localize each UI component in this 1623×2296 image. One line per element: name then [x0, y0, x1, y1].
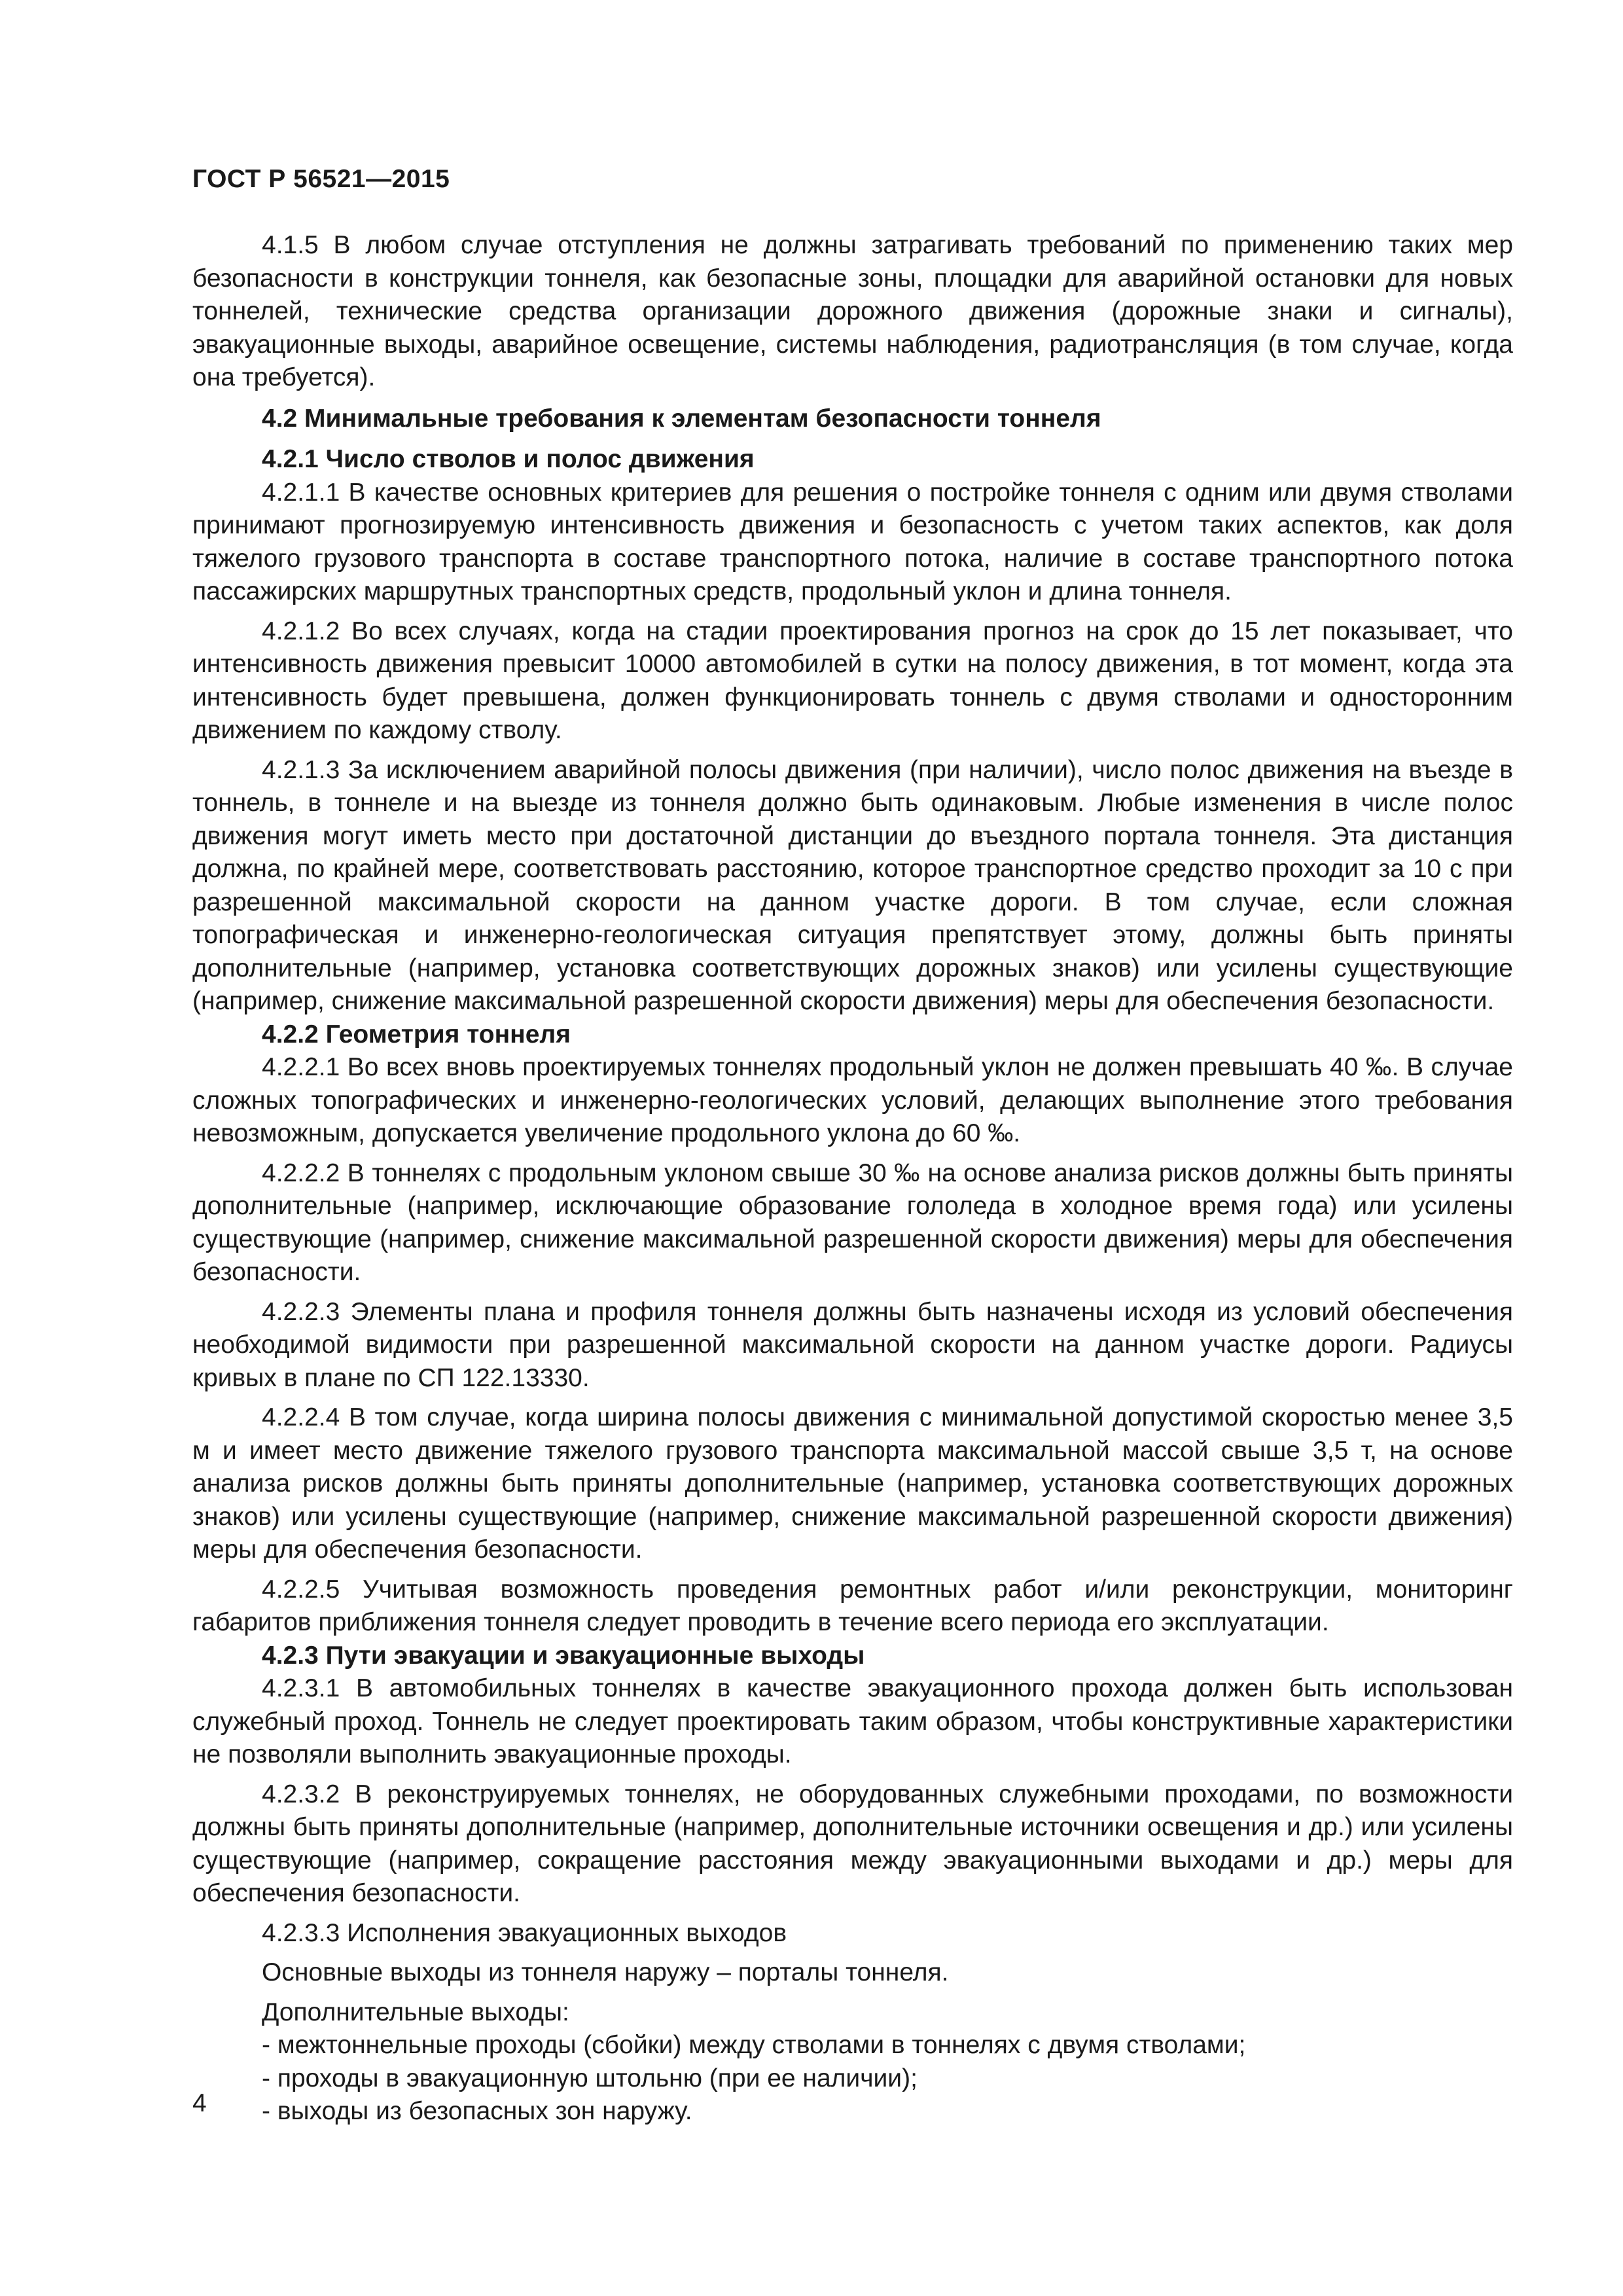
paragraph-4-2-3-3: 4.2.3.3 Исполнения эвакуационных выходов	[262, 1918, 787, 1947]
subsection-heading-4-2-2: 4.2.2 Геометрия тоннеля	[262, 1020, 571, 1049]
subsection-heading-4-2-1: 4.2.1 Число стволов и полос движения	[262, 445, 755, 473]
document-code-header: ГОСТ Р 56521—2015	[192, 165, 450, 193]
paragraph-4-2-1-2: 4.2.1.2 Во всех случаях, когда на стадии проектирования прогноз на срок до 15 лет показывает, что интенсивность движения превысит 10000 автомобилей в сутки на полосу движения, в тот момент, когда эта интенсивность будет превышена, должен функционировать тоннель с двумя стволами и односторонним движением по каждому стволу.	[192, 617, 1513, 744]
paragraph-4-2-3-1: 4.2.3.1 В автомобильных тоннелях в качестве эвакуационного прохода должен быть использован служебный проход. Тоннель не следует проектировать таким образом, чтобы конструктивные характеристики не позволяли выполнить эвакуационные проходы.	[192, 1674, 1513, 1768]
extra-exits-title: Дополнительные выходы:	[262, 1998, 569, 2026]
extra-exits-list	[192, 2029, 1513, 2128]
paragraph-4-2-2-3: 4.2.2.3 Элементы плана и профиля тоннеля должны быть назначены исходя из условий обеспечения необходимой видимости при разрешенной максимальной скорости на данном участке дороги. Радиусы кривых в плане по СП 122.13330.	[192, 1297, 1513, 1392]
paragraph-4-2-2-4: 4.2.2.4 В том случае, когда ширина полосы движения с минимальной допустимой скоростью менее 3,5 м и имеет место движение тяжелого грузового транспорта максимальной массой свыше 3,5 т, на основе анализа рисков должны быть приняты дополнительные (например, установка соответствующих дорожных знаков) или усилены существующие (например, снижение максимальной разрешенной скорости движения) меры для обеспечения безопасности.	[192, 1403, 1513, 1564]
page-number: 4	[192, 2089, 207, 2117]
paragraph-4-2-1-1: 4.2.1.1 В качестве основных критериев для решения о постройке тоннеля с одним или двумя стволами принимают прогнозируемую интенсивность движения и безопасность с учетом таких аспектов, как доля тяжелого грузового транспорта в составе транспортного потока, наличие в составе транспортного потока пассажирских маршрутных транспортных средств, продольный уклон и длина тоннеля.	[192, 478, 1513, 605]
document-body	[192, 229, 1513, 2128]
list-item: - межтоннельные проходы (сбойки) между стволами в тоннелях с двумя стволами;	[262, 2031, 1246, 2059]
paragraph-4-2-2-1: 4.2.2.1 Во всех вновь проектируемых тоннелях продольный уклон не должен превышать 40 ‰. В случае сложных топографических и инженерно-геологических условий, делающих выполнение этого требования невозможным, допускается увеличение продольного уклона до 60 ‰.	[192, 1053, 1513, 1147]
paragraph-4-1-5: 4.1.5 В любом случае отступления не должны затрагивать требований по применению таких мер безопасности в конструкции тоннеля, как безопасные зоны, площадки для аварийной остановки для новых тоннелей, технические средства организации дорожного движения (дорожные знаки и сигналы), эвакуационные выходы, аварийное освещение, системы наблюдения, радиотрансляция (в том случае, когда она требуется).	[192, 231, 1513, 391]
main-exits-text: Основные выходы из тоннеля наружу – порталы тоннеля.	[262, 1958, 949, 1986]
section-heading-4-2: 4.2 Минимальные требования к элементам безопасности тоннеля	[262, 404, 1101, 433]
paragraph-4-2-1-3: 4.2.1.3 За исключением аварийной полосы движения (при наличии), число полос движения на въезде в тоннель, в тоннеле и на выезде из тоннеля должно быть одинаковым. Любые изменения в числе полос движения могут иметь место при достаточной дистанции до въездного портала тоннеля. Эта дистанция должна, по крайней мере, соответствовать расстоянию, которое транспортное средство проходит за 10 с при разрешенной максимальной скорости на данном участке дороги. В том случае, если сложная топографическая и инженерно-геологическая ситуация препятствует этому, должны быть приняты дополнительные (например, установка соответствующих дорожных знаков) или усилены существующие (например, снижение максимальной разрешенной скорости движения) меры для обеспечения безопасности.	[192, 755, 1513, 1015]
paragraph-4-2-3-2: 4.2.3.2 В реконструируемых тоннелях, не оборудованных служебными проходами, по возможности должны быть приняты дополнительные (например, дополнительные источники освещения и др.) или усилены существующие (например, сокращение расстояния между эвакуационными выходами и др.) меры для обеспечения безопасности.	[192, 1780, 1513, 1907]
paragraph-4-2-2-5: 4.2.2.5 Учитывая возможность проведения ремонтных работ и/или реконструкции, мониторинг габаритов приближения тоннеля следует проводить в течение всего периода его эксплуатации.	[192, 1575, 1513, 1636]
paragraph-4-2-2-2: 4.2.2.2 В тоннелях с продольным уклоном свыше 30 ‰ на основе анализа рисков должны быть приняты дополнительные (например, исключающие образование гололеда в холодное время года) или усилены существующие (например, снижение максимальной разрешенной скорости движения) меры для обеспечения безопасности.	[192, 1158, 1513, 1286]
list-item: - выходы из безопасных зон наружу.	[262, 2097, 692, 2125]
list-item: - проходы в эвакуационную штольню (при ее наличии);	[262, 2064, 918, 2092]
subsection-heading-4-2-3: 4.2.3 Пути эвакуации и эвакуационные выходы	[262, 1641, 865, 1670]
